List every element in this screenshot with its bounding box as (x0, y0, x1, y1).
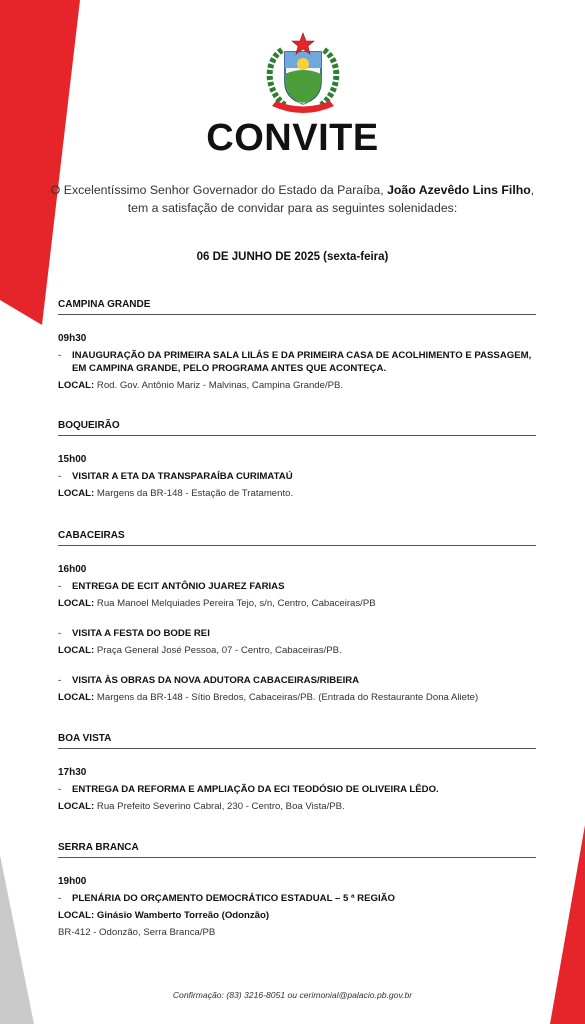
intro-text (40, 181, 545, 217)
event-time: 19h00 (58, 876, 87, 887)
location-text: Rua Manoel Melquiades Pereira Tejo, s/n, Centro, Cabaceiras/PB (96, 598, 376, 609)
location-venue: Ginásio Wamberto Torreão (Odonzão) (96, 910, 270, 921)
event-time: 09h30 (58, 333, 87, 344)
event-title: INAUGURAÇÃO DA PRIMEIRA SALA LILÁS E DA PRIMEIRA CASA DE ACOLHIMENTO E PASSAGEM, EM CAMPINA GRANDE, PELO PROGRAMA ANTES QUE ACONTEÇA. (72, 350, 532, 374)
confirmation-footer: Confirmação: (83) 3216-8051 ou cerimonial@palacio.pb.gov.br (172, 990, 413, 1000)
city-heading: CAMPINA GRANDE (58, 299, 536, 315)
intro-text-after: , (530, 183, 535, 197)
event-title: VISITAR A ETA DA TRANSPARAÍBA CURIMATAÚ (72, 471, 293, 482)
event-item: - VISITA ÀS OBRAS DA NOVA ADUTORA CABACEIRAS/RIBEIRA LOCAL: Margens da BR-148 - Sítio Bredos, Cabaceiras/PB. (Entrada do Restaurante Dona Aliete) (58, 674, 536, 704)
invitation-title: CONVITE (206, 117, 379, 159)
section-boa-vista (58, 733, 536, 813)
event-time: 16h00 (58, 564, 87, 575)
event-item: - INAUGURAÇÃO DA PRIMEIRA SALA LILÁS E DA PRIMEIRA CASA DE ACOLHIMENTO E PASSAGEM, EM CAMPINA GRANDE, PELO PROGRAMA ANTES QUE ACONTEÇA. LOCAL: Rod. Gov. Antônio Mariz - Malvinas, Campina Grande/PB. (58, 349, 536, 392)
intro-text-before: O Excelentíssimo Senhor Governador do Estado da Paraíba, (50, 183, 388, 197)
section-serra-branca (58, 842, 536, 939)
event-time: 15h00 (58, 454, 87, 465)
event-item: - PLENÁRIA DO ORÇAMENTO DEMOCRÁTICO ESTADUAL – 5 ª REGIÃO LOCAL: Ginásio Wamberto Torreão (Odonzão) BR-412 - Odonzão, Serra Branca/PB (58, 892, 536, 939)
emblem-ribbon-text: Eu Nego 1930 (290, 100, 316, 105)
local-label: LOCAL: (58, 598, 95, 609)
section-boqueirao (58, 420, 536, 500)
event-title: PLENÁRIA DO ORÇAMENTO DEMOCRÁTICO ESTADUAL – 5 ª REGIÃO (72, 893, 396, 904)
city-heading: CABACEIRAS (58, 530, 536, 546)
location-text: Margens da BR-148 - Sítio Bredos, Cabaceiras/PB. (Entrada do Restaurante Dona Aliete) (96, 692, 479, 703)
event-title: VISITA A FESTA DO BODE REI (72, 628, 210, 639)
event-title: VISITA ÀS OBRAS DA NOVA ADUTORA CABACEIRAS/RIBEIRA (72, 675, 360, 686)
event-date: 06 DE JUNHO DE 2025 (sexta-feira) (196, 251, 389, 263)
city-heading: SERRA BRANCA (58, 842, 536, 858)
intro-line-2: tem a satisfação de convidar para as seguintes solenidades: (127, 201, 458, 215)
local-label: LOCAL: (58, 910, 95, 921)
event-location (58, 800, 536, 813)
event-item: - ENTREGA DA REFORMA E AMPLIAÇÃO DA ECI TEODÓSIO DE OLIVEIRA LÊDO. LOCAL: Rua Prefeito Severino Cabral, 230 - Centro, Boa Vista/PB. (58, 783, 536, 813)
red-corner-stripe (0, 0, 80, 325)
section-cabaceiras (58, 530, 536, 704)
event-location (58, 379, 536, 392)
event-location (58, 644, 536, 657)
event-location (58, 691, 536, 704)
event-time: 17h30 (58, 767, 87, 778)
event-item: - ENTREGA DE ECIT ANTÔNIO JUAREZ FARIAS LOCAL: Rua Manoel Melquiades Pereira Tejo, s/n, Centro, Cabaceiras/PB (58, 580, 536, 610)
local-label: LOCAL: (58, 645, 95, 656)
local-label: LOCAL: (58, 380, 95, 391)
local-label: LOCAL: (58, 801, 95, 812)
event-location (58, 487, 536, 500)
local-label: LOCAL: (58, 488, 95, 499)
city-heading: BOQUEIRÃO (58, 420, 536, 436)
location-text: Rod. Gov. Antônio Mariz - Malvinas, Campina Grande/PB. (96, 380, 344, 391)
location-address: BR-412 - Odonzão, Serra Branca/PB (58, 927, 216, 938)
local-label: LOCAL: (58, 692, 95, 703)
event-title: ENTREGA DE ECIT ANTÔNIO JUAREZ FARIAS (72, 581, 285, 592)
location-text: Rua Prefeito Severino Cabral, 230 - Centro, Boa Vista/PB. (96, 801, 345, 812)
event-item: - VISITA A FESTA DO BODE REI LOCAL: Praça General José Pessoa, 07 - Centro, Cabaceiras/PB. (58, 627, 536, 657)
location-text: Praça General José Pessoa, 07 - Centro, Cabaceiras/PB. (96, 645, 342, 656)
section-campina-grande (58, 299, 536, 392)
event-location (58, 597, 536, 610)
event-title: ENTREGA DA REFORMA E AMPLIAÇÃO DA ECI TEODÓSIO DE OLIVEIRA LÊDO. (72, 784, 439, 795)
location-text: Margens da BR-148 - Estação de Tratamento. (96, 488, 294, 499)
governor-name: João Azevêdo Lins Filho (387, 183, 531, 197)
event-location (58, 909, 536, 922)
city-heading: BOA VISTA (58, 733, 536, 749)
event-item: - VISITAR A ETA DA TRANSPARAÍBA CURIMATAÚ LOCAL: Margens da BR-148 - Estação de Tratamento. (58, 470, 536, 500)
